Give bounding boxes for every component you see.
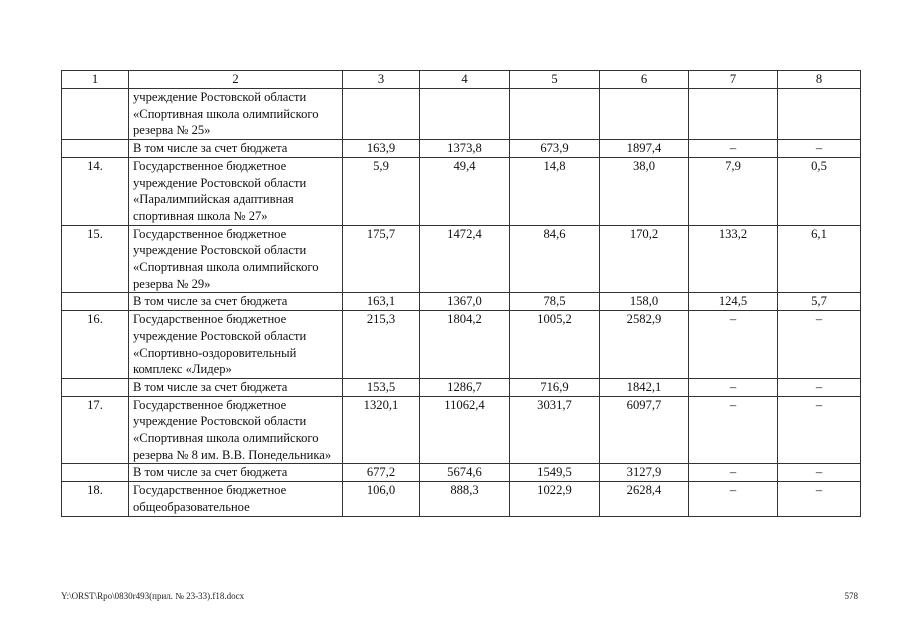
institution-name-cell: В том числе за счет бюджета [129,378,343,396]
value-cell: 6,1 [778,225,861,293]
table-row [62,157,861,225]
value-cell: 3031,7 [510,396,600,464]
value-cell: – [689,396,778,464]
table-row [62,311,861,379]
header-cell: 2 [129,71,343,89]
value-cell: 888,3 [420,482,510,516]
value-cell: – [778,464,861,482]
institution-name-cell: Государственное бюджетное учреждение Ростовской области «Спортивная школа олимпийского резерва № 29» [129,225,343,293]
table-row [62,396,861,464]
value-cell: – [778,378,861,396]
value-cell: 5674,6 [420,464,510,482]
value-cell: 163,9 [343,140,420,158]
value-cell: – [689,378,778,396]
value-cell: – [778,482,861,516]
value-cell [510,89,600,140]
value-cell: 0,5 [778,157,861,225]
value-cell: 1804,2 [420,311,510,379]
value-cell: – [689,464,778,482]
table-body [62,71,861,517]
institution-name-cell: Государственное бюджетное общеобразовательное [129,482,343,516]
value-cell: 1472,4 [420,225,510,293]
value-cell: 175,7 [343,225,420,293]
value-cell: 78,5 [510,293,600,311]
value-cell: 3127,9 [600,464,689,482]
value-cell: 1897,4 [600,140,689,158]
row-index-cell: 16. [62,311,129,379]
row-index-cell: 15. [62,225,129,293]
table-row [62,225,861,293]
row-index-cell [62,293,129,311]
institution-name-cell: В том числе за счет бюджета [129,464,343,482]
value-cell: 1842,1 [600,378,689,396]
institution-name-cell: Государственное бюджетное учреждение Ростовской области «Спортивно-оздоровительный комплекс «Лидер» [129,311,343,379]
header-cell: 1 [62,71,129,89]
institution-name-cell: учреждение Ростовской области «Спортивная школа олимпийского резерва № 25» [129,89,343,140]
value-cell: – [689,140,778,158]
value-cell [420,89,510,140]
row-index-cell [62,464,129,482]
table-row [62,89,861,140]
value-cell: 5,9 [343,157,420,225]
institution-name-cell: В том числе за счет бюджета [129,293,343,311]
value-cell: 38,0 [600,157,689,225]
value-cell: 158,0 [600,293,689,311]
value-cell: – [778,140,861,158]
value-cell: 677,2 [343,464,420,482]
header-cell: 5 [510,71,600,89]
value-cell: – [778,396,861,464]
value-cell: 2628,4 [600,482,689,516]
value-cell: 133,2 [689,225,778,293]
value-cell: 124,5 [689,293,778,311]
value-cell: – [689,311,778,379]
row-index-cell [62,140,129,158]
header-cell: 3 [343,71,420,89]
row-index-cell: 14. [62,157,129,225]
value-cell [343,89,420,140]
row-index-cell [62,89,129,140]
table-row [62,464,861,482]
value-cell: 2582,9 [600,311,689,379]
value-cell: 215,3 [343,311,420,379]
footer-page-number: 578 [844,591,858,601]
value-cell: 1549,5 [510,464,600,482]
value-cell: 7,9 [689,157,778,225]
value-cell: 6097,7 [600,396,689,464]
value-cell: 1022,9 [510,482,600,516]
data-table [61,70,861,517]
table-row [62,378,861,396]
value-cell: 1320,1 [343,396,420,464]
value-cell: 153,5 [343,378,420,396]
value-cell: 1286,7 [420,378,510,396]
institution-name-cell: Государственное бюджетное учреждение Ростовской области «Паралимпийская адаптивная спортивная школа № 27» [129,157,343,225]
value-cell [600,89,689,140]
header-cell: 7 [689,71,778,89]
value-cell: 673,9 [510,140,600,158]
value-cell: 1367,0 [420,293,510,311]
value-cell [778,89,861,140]
row-index-cell: 18. [62,482,129,516]
table-row [62,482,861,516]
value-cell: 14,8 [510,157,600,225]
value-cell: 1373,8 [420,140,510,158]
value-cell: 84,6 [510,225,600,293]
value-cell: 5,7 [778,293,861,311]
table-row [62,293,861,311]
value-cell: 106,0 [343,482,420,516]
value-cell: 49,4 [420,157,510,225]
header-cell: 6 [600,71,689,89]
institution-name-cell: Государственное бюджетное учреждение Ростовской области «Спортивная школа олимпийского резерва № 8 им. В.В. Понедельника» [129,396,343,464]
header-cell: 8 [778,71,861,89]
row-index-cell: 17. [62,396,129,464]
value-cell: 1005,2 [510,311,600,379]
header-row [62,71,861,89]
footer-file-path: Y:\ORST\Rpo\0830r493(прил. № 23-33).f18.docx [61,591,245,601]
value-cell: 170,2 [600,225,689,293]
value-cell [689,89,778,140]
value-cell: – [778,311,861,379]
value-cell: – [689,482,778,516]
row-index-cell [62,378,129,396]
value-cell: 11062,4 [420,396,510,464]
header-cell: 4 [420,71,510,89]
value-cell: 716,9 [510,378,600,396]
table-row [62,140,861,158]
institution-name-cell: В том числе за счет бюджета [129,140,343,158]
value-cell: 163,1 [343,293,420,311]
